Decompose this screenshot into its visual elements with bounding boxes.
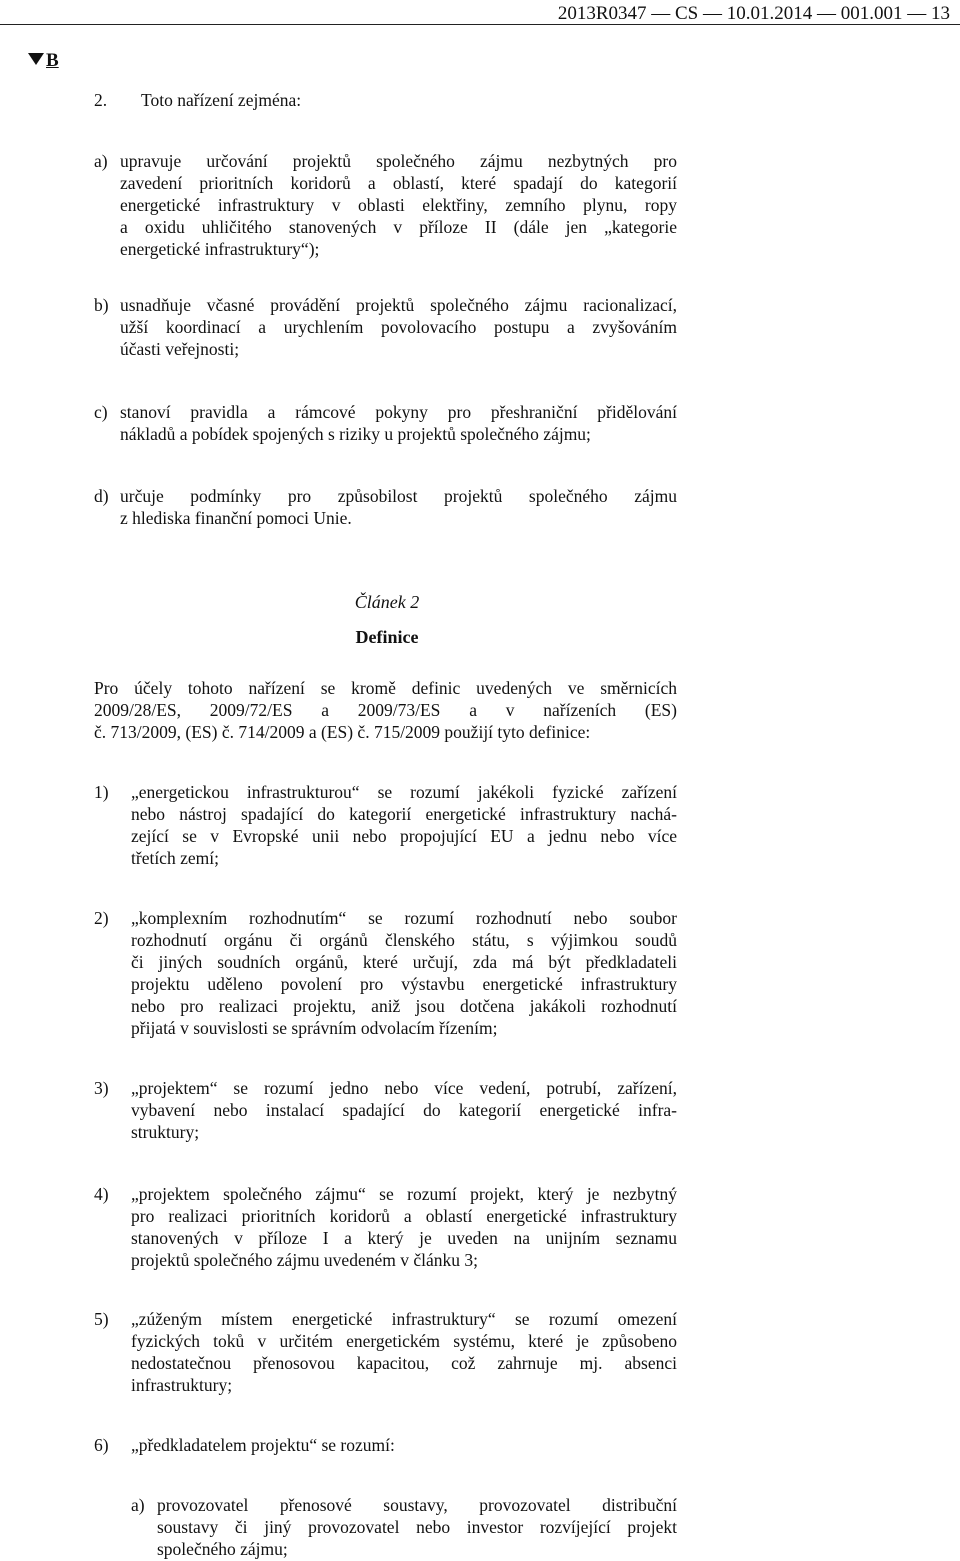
article-title: Definice: [355, 627, 419, 647]
item-a-line: zavedení prioritních koridorů a oblastí, které spadají do kategorií: [120, 173, 677, 193]
item-a-line: energetické infrastruktury v oblasti elektřiny, zemního plynu, ropy: [120, 195, 677, 215]
running-header: 2013R0347 — CS — 10.01.2014 — 001.001 — 13: [557, 3, 950, 24]
definition-3-label: 3): [94, 1078, 109, 1098]
definition-1-line: zející se v Evropské unii nebo propojující EU a jednu nebo více: [131, 826, 677, 846]
definition-2-text: [131, 907, 677, 1039]
item-d-label: d): [94, 486, 109, 506]
amendment-marker: [28, 50, 59, 72]
item-c-label: c): [94, 402, 108, 422]
item-c-line: nákladů a pobídek spojených s riziky u projektů společného zájmu;: [120, 424, 591, 444]
item-d-line: z hlediska finanční pomoci Unie.: [120, 508, 352, 528]
item-a-line: upravuje určování projektů společného zájmu nezbytných pro: [120, 151, 677, 171]
definition-3-line: struktury;: [131, 1122, 200, 1142]
item-b-line: užší koordinací a urychlením povolovacího postupu a zvyšováním: [120, 317, 677, 337]
definition-2-line: nebo pro realizaci projektu, aniž jsou dotčena jakákoli rozhodnutí: [131, 996, 677, 1016]
sub-item-a-line: soustavy či jiný provozovatel nebo investor rozvíjející projekt: [157, 1517, 677, 1537]
definition-4-line: stanovených v příloze I a který je uveden na unijním seznamu: [131, 1228, 677, 1248]
definition-2-label: 2): [94, 908, 109, 928]
definition-5-line: nedostatečnou přenosovou kapacitou, což zahrnuje mj. absenci: [131, 1353, 677, 1373]
definition-3-line: „projektem“ se rozumí jedno nebo více vedení, potrubí, zařízení,: [131, 1078, 677, 1098]
definition-1-label: 1): [94, 782, 109, 802]
definition-4-line: projektů společného zájmu uvedeném v článku 3;: [131, 1250, 478, 1270]
definition-5-label: 5): [94, 1309, 109, 1329]
definition-5-line: fyzických toků v určitém energetickém systému, které je způsobeno: [131, 1331, 677, 1351]
definition-2-line: či jiných soudních orgánů, které určují, zda má být předkladateli: [131, 952, 677, 972]
item-b-line: účasti veřejnosti;: [120, 339, 240, 359]
intro-text: Toto nařízení zejména:: [141, 90, 302, 110]
definition-3-line: vybavení nebo instalací spadající do kategorií energetické infra-: [131, 1100, 677, 1120]
definition-2-line: „komplexním rozhodnutím“ se rozumí rozhodnutí nebo soubor: [131, 908, 677, 928]
item-c-line: stanoví pravidla a rámcové pokyny pro přeshraniční přidělování: [120, 402, 677, 422]
definition-4-line: „projektem společného zájmu“ se rozumí projekt, který je nezbytný: [131, 1184, 677, 1204]
definition-2-line: projektu uděleno povolení pro výstavbu energetické infrastruktury: [131, 974, 677, 994]
definition-4-line: pro realizaci prioritních koridorů a oblastí energetické infrastruktury: [131, 1206, 677, 1226]
sub-item-a-line: společného zájmu;: [157, 1539, 288, 1559]
triangle-down-icon: [28, 53, 44, 65]
amendment-code: B: [46, 50, 59, 71]
article-number: Článek 2: [354, 592, 420, 612]
definition-6-text: [131, 1434, 677, 1456]
item-a-text: [120, 150, 677, 260]
item-b-label: b): [94, 295, 109, 315]
item-a-line: energetické infrastruktury“);: [120, 239, 320, 259]
item-b-text: [120, 294, 677, 360]
definition-5-line: „zúženým místem energetické infrastruktury“ se rozumí omezení: [131, 1309, 677, 1329]
definitions-intro-line: č. 713/2009, (ES) č. 714/2009 a (ES) č. 715/2009 použijí tyto definice:: [94, 722, 591, 742]
definition-4-label: 4): [94, 1184, 109, 1204]
definition-5-text: [131, 1308, 677, 1396]
definitions-intro: [94, 677, 677, 743]
definition-4-text: [131, 1183, 677, 1271]
definition-3-text: [131, 1077, 677, 1143]
definition-1-text: [131, 781, 677, 869]
item-a-label: a): [94, 151, 108, 171]
definition-6-line: „předkladatelem projektu“ se rozumí:: [131, 1435, 395, 1455]
definition-1-line: třetích zemí;: [131, 848, 219, 868]
definition-2-line: rozhodnutí orgánu či orgánů členského státu, s výjimkou soudů: [131, 930, 677, 950]
sub-item-a-text: [157, 1494, 677, 1560]
definition-5-line: infrastruktury;: [131, 1375, 233, 1395]
item-c-text: [120, 401, 677, 445]
sub-item-a-label: a): [131, 1495, 145, 1515]
item-a-line: a oxidu uhličitého stanovených v příloze II (dále jen „kategorie: [120, 217, 677, 237]
definition-1-line: nebo nástroj spadající do kategorií energetické infrastruktury nachá-: [131, 804, 677, 824]
intro-number: 2.: [94, 90, 108, 110]
sub-item-a-line: provozovatel přenosové soustavy, provozovatel distribuční: [157, 1495, 677, 1515]
definition-6-label: 6): [94, 1435, 109, 1455]
item-b-line: usnadňuje včasné provádění projektů společného zájmu racionalizací,: [120, 295, 677, 315]
definitions-intro-line: Pro účely tohoto nařízení se kromě definic uvedených ve směrnicích: [94, 678, 677, 698]
item-d-line: určuje podmínky pro způsobilost projektů společného zájmu: [120, 486, 677, 506]
item-d-text: [120, 485, 677, 529]
definition-2-line: přijatá v souvislosti se správním odvolacím řízením;: [131, 1018, 498, 1038]
definition-1-line: „energetickou infrastrukturou“ se rozumí jakékoli fyzické zařízení: [131, 782, 677, 802]
definitions-intro-line: 2009/28/ES, 2009/72/ES a 2009/73/ES a v nařízeních (ES): [94, 700, 677, 720]
